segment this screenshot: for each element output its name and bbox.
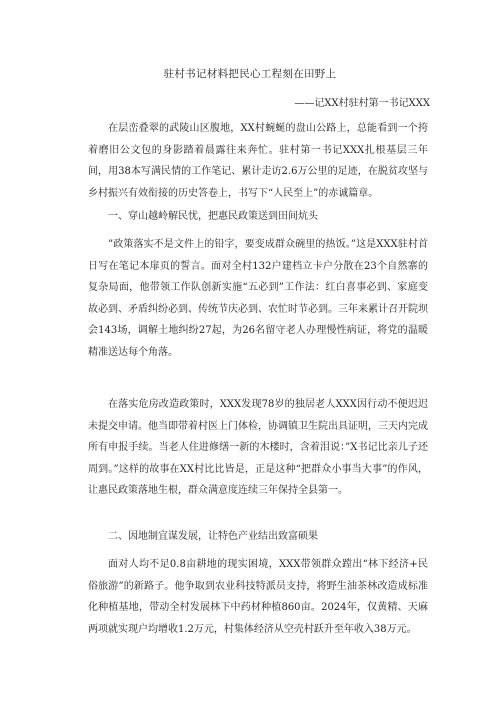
section-heading-2: 二、因地制宜谋发展，让特色产业结出致富硕果 <box>108 531 318 542</box>
section-heading-1: 一、穿山越岭解民忧，把惠民政策送到田间炕头 <box>108 211 318 222</box>
paragraph-intro: 在层峦叠翠的武陵山区腹地，XX村蜿蜒的盘山公路上，总能看到一个挎着磨旧公文包的身影踏着晨露往来奔忙。驻村第一书记XXX扎根基层三年间，用38本写满民情的工作笔记、累计走访2.6万公里的足迹，在脱贫攻坚与乡村振兴有效衔接的历史答卷上，书写下“人民至上”的赤诚篇章。 <box>88 123 428 199</box>
document-subtitle: ——记XX村驻村第一书记XXX <box>294 98 430 109</box>
document-title: 驻村书记材料把民心工程刻在田野上 <box>163 68 337 80</box>
paragraph-industry: 面对人均不足0.8亩耕地的现实困境，XXX带领群众蹚出“林下经济+民俗旅游”的新路子。他争取到农业科技特派员支持，将野生油茶林改造成标准化种植基地，带动全村发展林下中药材种植860亩。2024年，仅黄精、天麻两项就实现户均增收1.2万元，村集体经济从空壳村跃升至年收入38万元。 <box>88 559 428 635</box>
paragraph-policy: ”政策落实不是文件上的铅字，要变成群众碗里的热饭。”这是XXX驻村首日写在笔记本扉页的誓言。面对全村132户建档立卡户分散在23个自然寨的复杂局面，他带领工作队创新实施“五必到”工作法：红白喜事必到、家庭变故必到、矛盾纠纷必到、传统节庆必到、农忙时节必到。三年来累计召开院坝会143场，调解土地纠纷27起，为26名留守老人办理慢性病证，将党的温暖精准送达每个角落。 <box>88 239 428 358</box>
paragraph-housing: 在落实危房改造政策时，XXX发现78岁的独居老人XXX因行动不便迟迟未提交申请。他当即带着村医上门体检，协调镇卫生院出具证明，三天内完成所有申报手续。当老人住进修缮一新的木楼时，含着泪说：”X书记比亲儿子还周到。”这样的故事在XX村比比皆是，正是这种“把群众小事当大事”的作风，让惠民政策落地生根，群众满意度连续三年保持全县第一。 <box>88 399 428 497</box>
